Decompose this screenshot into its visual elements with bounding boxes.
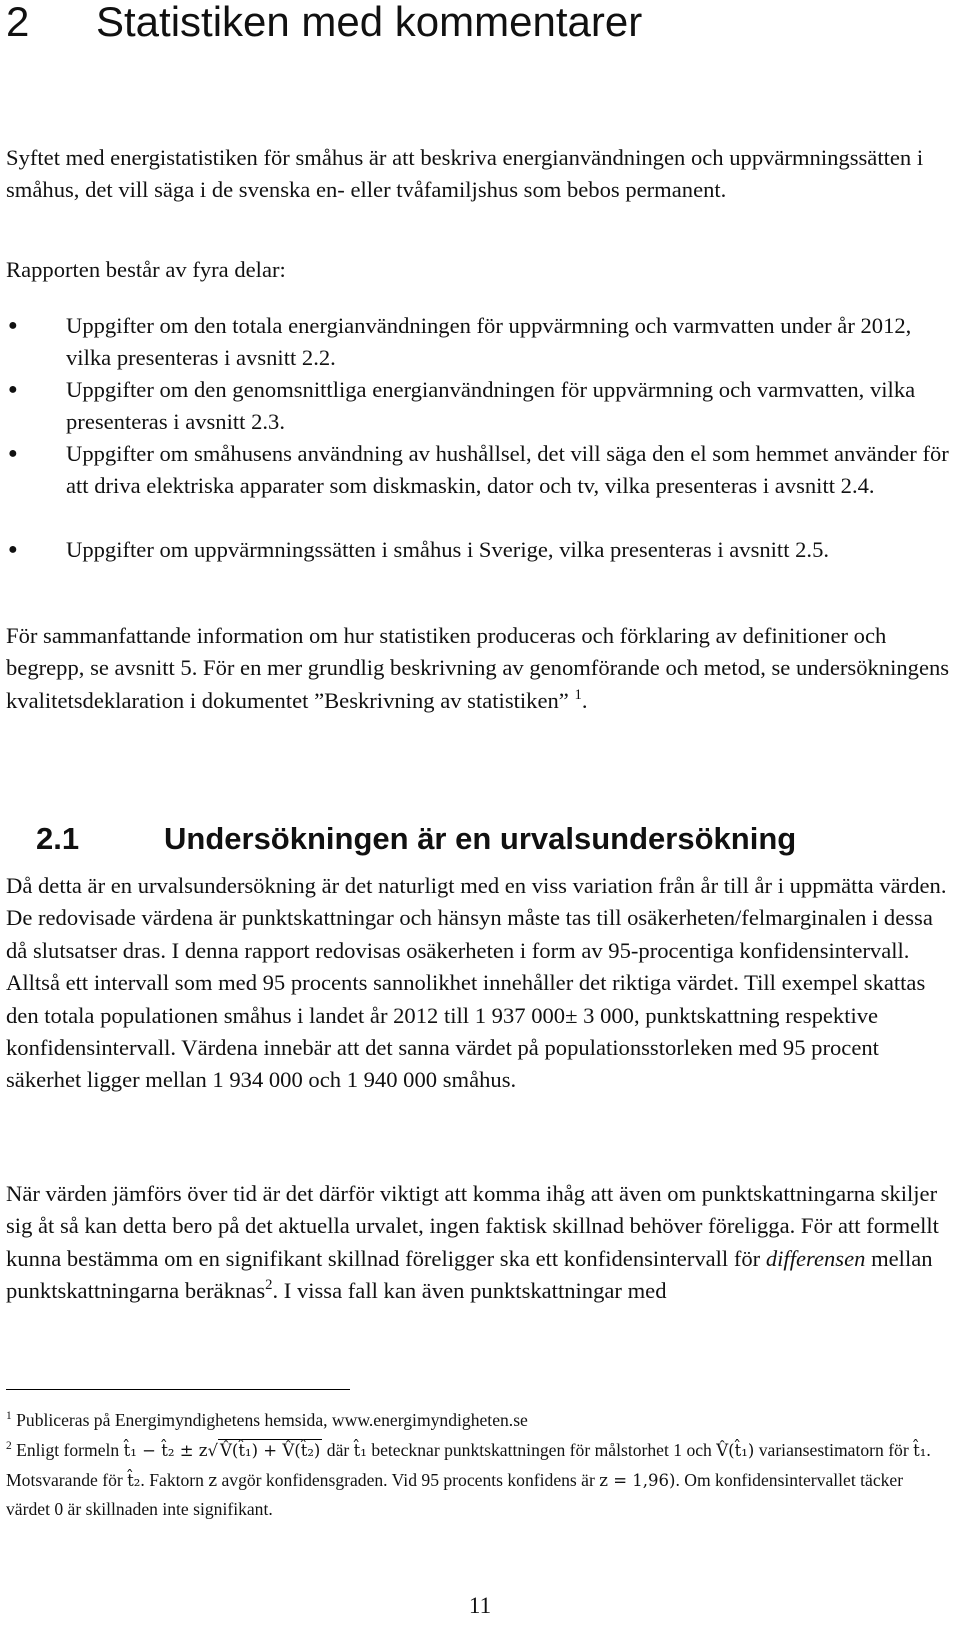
chapter-number: 2 [6, 0, 30, 45]
intro-parts-lead: Rapporten består av fyra delar: [6, 257, 286, 282]
section-number: 2.1 [36, 821, 80, 856]
section-paragraph: Då detta är en urvalsundersökning är det naturligt med en viss variation från år till år i uppmätta värden. De redovisade värdena är punktskattningar och hänsyn måste tas till osäkerheten/felmarginalen i dessa då slutsatser dras. I denna rapport redovisas osäkerheten i form av 95-procentiga konfidensintervall. Alltså ett intervall som med 95 procents sannolikhet innehåller det riktiga värdet. Till exempel skattas den totala populationen småhus i landet år 2012 till 1 937 000± 3 000, punktskattning respektive konfidensintervall. Värdena innebär att det sanna värdet på populationsstorleken med 95 procent säkerhet ligger mellan 1 934 000 och 1 940 000 småhus. [6, 873, 947, 1093]
emphasis-differensen: differensen [765, 1245, 866, 1271]
footnote-ref[interactable]: 1 [574, 687, 582, 703]
bullet-icon: ● [8, 381, 18, 398]
page-number: 11 [468, 1593, 492, 1618]
chapter-heading [6, 0, 642, 44]
variance-formula: t̂₁ − t̂₂ ± z√ V̂(t̂₁) + V̂(t̂₂) [123, 1441, 321, 1460]
footnote-1: $^1$ Publiceras på Energimyndighetens hemsida, www.energimyndigheten.se [6, 1410, 528, 1430]
section-title: Undersökningen är en urvalsundersökning [164, 821, 797, 856]
footnote-2: $^2$ Enligt formeln t̂₁ − t̂₂ ± z√ V̂(t̂₁) + V̂(t̂₂) där t̂₁ betecknar punktskattningen för målstorhet 1 och V̂(t̂₁) variansestimatorn för t̂₁. Motsvarande för t̂₂. Faktorn z avgör konfidensgraden. Vid 95 procents konfidens är z = 1,96). Om konfidensintervallet täcker värdet 0 är skillnaden inte signifikant. [6, 1440, 931, 1519]
bullet-text: Uppgifter om den genomsnittliga energianvändningen för uppvärmning och varmvatten, vilka presenteras i avsnitt 2.3. [66, 377, 916, 435]
intro-paragraph: Syftet med energistatistiken för småhus är att beskriva energianvändningen och uppvärmningssätten i småhus, det vill säga i de svenska en- eller tvåfamiljshus som bebos permanent. [6, 145, 924, 203]
bullet-text: Uppgifter om den totala energianvändningen för uppvärmning och varmvatten under år 2012, vilka presenteras i avsnitt 2.2. [66, 313, 912, 371]
comparison-paragraph: När värden jämförs över tid är det därför viktigt att komma ihåg att även om punktskattningarna skiljer sig åt så kan detta bero på det aktuella urvalet, ingen faktisk skillnad behöver föreligga. För att formellt kunna bestämma om en signifikant skillnad föreligger ska ett konfidensintervall för differensen mellan punktskattningarna beräknas$^2$. I vissa fall kan även punktskattningar med [6, 1181, 939, 1304]
bullet-icon: ● [8, 317, 18, 334]
footnote-ref[interactable]: 2 [265, 1277, 273, 1294]
section-heading [36, 822, 796, 856]
bullet-icon: ● [8, 445, 18, 462]
bullet-text: Uppgifter om uppvärmningssätten i småhus i Sverige, vilka presenteras i avsnitt 2.5. [66, 537, 830, 562]
summary-paragraph: För sammanfattande information om hur statistiken produceras och förklaring av definitioner och begrepp, se avsnitt 5. För en mer grundlig beskrivning av genomförande och metod, se undersökningens kvalitetsdeklaration i dokumentet ”Beskrivning av statistiken” $^1$. [6, 623, 950, 713]
bullet-text: Uppgifter om småhusens användning av hushållsel, det vill säga den el som hemmet använder för att driva elektriska apparater som diskmaskin, dator och tv, vilka presenteras i avsnitt 2.4. [66, 441, 949, 499]
bullet-icon: ● [8, 541, 18, 558]
footnote-divider [6, 1389, 350, 1390]
chapter-title: Statistiken med kommentarer [96, 0, 643, 45]
